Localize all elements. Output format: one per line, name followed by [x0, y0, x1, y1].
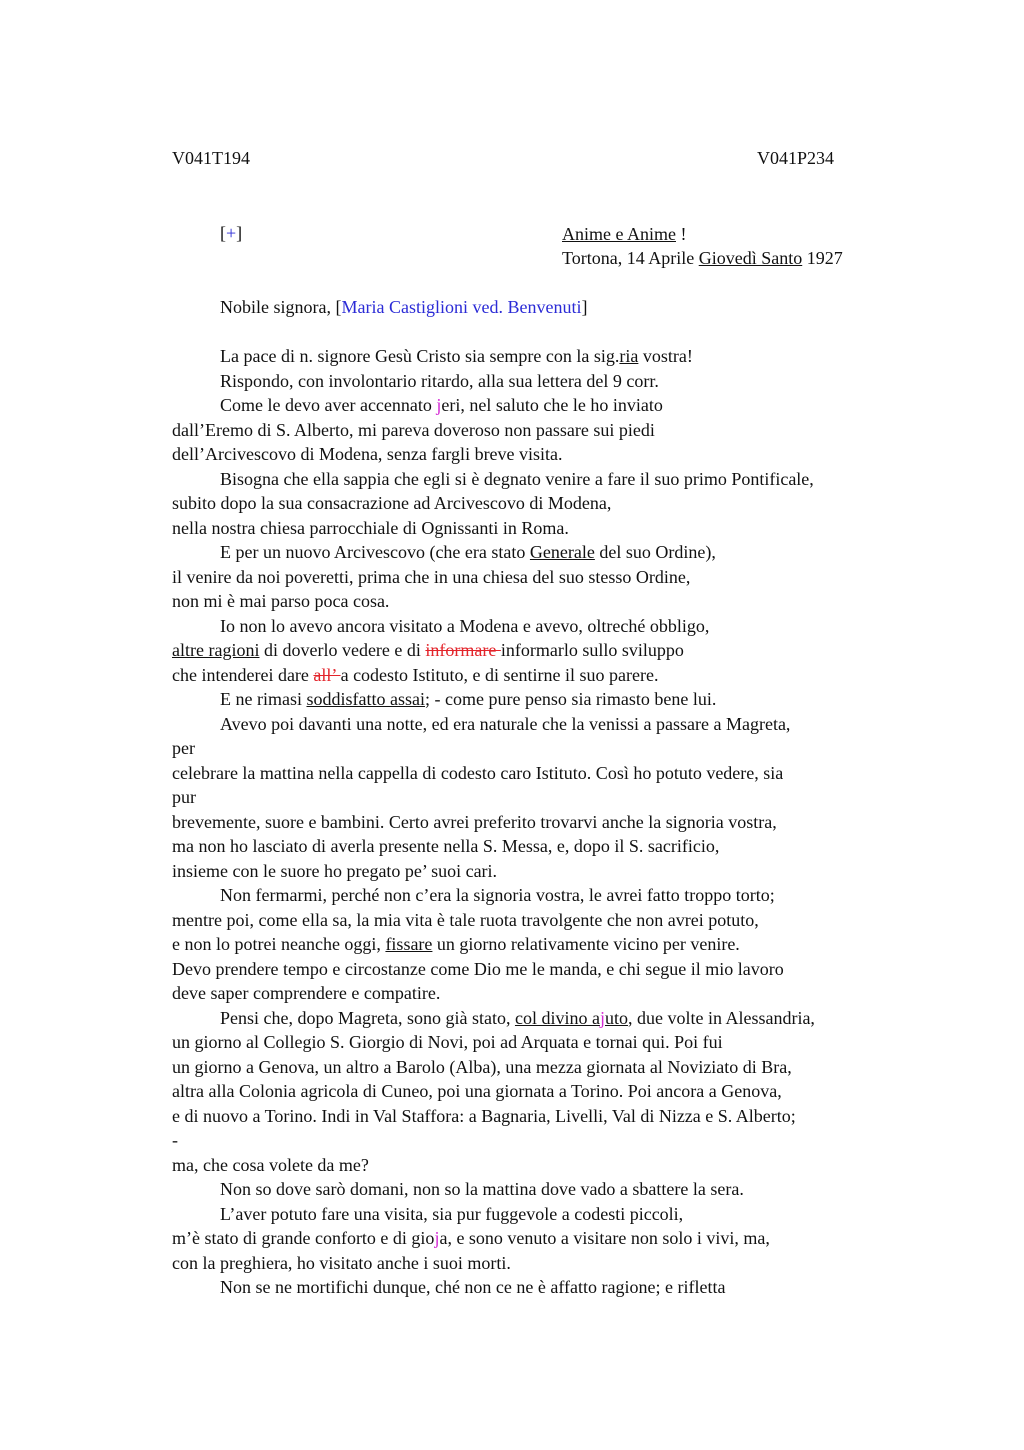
text-line: Non se ne mortifichi dunque, ché non ce ne è affatto ragione; e rifletta — [220, 1277, 726, 1297]
text-line: Devo prendere tempo e circostanze come Dio me le manda, e chi segue il mio lavoro — [172, 958, 784, 979]
text-line: ma non ho lasciato di averla presente nella S. Messa, e, dopo il S. sacrificio, — [172, 836, 720, 856]
deleted-text: all’ — [313, 664, 341, 685]
text-line: altra alla Colonia agricola di Cuneo, poi una giornata a Torino. Poi ancora a Genova, — [172, 1081, 782, 1101]
salutation: Nobile signora, [Maria Castiglioni ved. Benvenuti] — [220, 297, 588, 317]
text-line: insieme con le suore ho pregato pe’ suoi cari. — [172, 860, 498, 881]
text-line: per — [172, 738, 195, 758]
text-line: Non fermarmi, perché non c’era la signoria vostra, le avrei fatto troppo torto; — [220, 885, 775, 905]
text-line: La pace di n. signore Gesù Cristo sia sempre con la sig.ria vostra! — [220, 346, 693, 366]
deleted-text: informare — [425, 640, 501, 660]
text-line: celebrare la mattina nella cappella di codesto caro Istituto. Così ho potuto vedere, sia — [172, 762, 784, 783]
text-line: un giorno al Collegio S. Giorgio di Novi, poi ad Arquata e tornai qui. Poi fui — [172, 1032, 723, 1052]
text-line: dell’Arcivescovo di Modena, senza fargli breve visita. — [172, 444, 563, 464]
text-line: mentre poi, come ella sa, la mia vita è tale ruota travolgente che non avrei potuto, — [172, 909, 759, 930]
text-line: - — [172, 1130, 178, 1150]
recipient-link[interactable]: Maria Castiglioni ved. Benvenuti — [341, 297, 582, 317]
text-line: dall’Eremo di S. Alberto, mi pareva doveroso non passare sui piedi — [172, 419, 655, 440]
document-code-left: V041T194 — [172, 148, 250, 168]
text-line: un giorno a Genova, un altro a Barolo (Alba), una mezza giornata al Noviziato di Bra, — [172, 1056, 792, 1077]
expand-link[interactable]: + — [226, 223, 237, 243]
text-line: m’è stato di grande conforto e di gioja, e sono venuto a visitare non solo i vivi, ma, — [172, 1228, 770, 1248]
text-line: altre ragioni di doverlo vedere e di informare informarlo sullo sviluppo — [172, 640, 684, 660]
text-line: non mi è mai parso poca cosa. — [172, 591, 390, 611]
text-line: Come le devo aver accennato jeri, nel saluto che le ho inviato — [220, 395, 663, 415]
text-line: E ne rimasi soddisfatto assai; - come pure penso sia rimasto bene lui. — [220, 689, 717, 709]
text-line: il venire da noi poveretti, prima che in una chiesa del suo stesso Ordine, — [172, 566, 691, 587]
text-line: e non lo potrei neanche oggi, fissare un giorno relativamente vicino per venire. — [172, 934, 740, 954]
text-line: E per un nuovo Arcivescovo (che era stato Generale del suo Ordine), — [220, 542, 716, 562]
text-line: Bisogna che ella sappia che egli si è degnato venire a fare il suo primo Pontificale, — [220, 468, 814, 489]
text-line: Non so dove sarò domani, non so la mattina dove vado a sbattere la sera. — [220, 1179, 744, 1199]
text-line: che intenderei dare all’ a codesto Istituto, e di sentirne il suo parere. — [172, 664, 659, 685]
text-line: Io non lo avevo ancora visitato a Modena e avevo, oltreché obbligo, — [220, 615, 710, 636]
text-line: e di nuovo a Torino. Indi in Val Staffora: a Bagnaria, Livelli, Val di Nizza e S. Alberto; — [172, 1105, 796, 1126]
text-line: pur — [172, 787, 196, 807]
text-line: subito dopo la sua consacrazione ad Arcivescovo di Modena, — [172, 493, 612, 513]
text-line: L’aver potuto fare una visita, sia pur fuggevole a codesti piccoli, — [220, 1203, 684, 1224]
document-code-right: V041P234 — [757, 148, 835, 168]
text-line: nella nostra chiesa parrocchiale di Ognissanti in Roma. — [172, 517, 569, 538]
text-line: Avevo poi davanti una notte, ed era naturale che la venissi a passare a Magreta, — [220, 713, 791, 734]
dateline: Tortona, 14 Aprile Giovedì Santo 1927 — [562, 248, 843, 268]
text-line: Rispondo, con involontario ritardo, alla sua lettera del 9 corr. — [220, 370, 659, 391]
letter-title: Anime e Anime ! — [562, 224, 687, 244]
expand-note: [+] — [220, 223, 243, 243]
text-line: con la preghiera, ho visitato anche i suoi morti. — [172, 1252, 511, 1273]
text-line: deve saper comprendere e compatire. — [172, 983, 441, 1003]
text-line: brevemente, suore e bambini. Certo avrei preferito trovarvi anche la signoria vostra, — [172, 811, 777, 832]
title-block — [562, 222, 843, 270]
text-line: Pensi che, dopo Magreta, sono già stato, col divino ajuto, due volte in Alessandria, — [220, 1007, 815, 1028]
text-line: ma, che cosa volete da me? — [172, 1154, 369, 1175]
letter-body — [172, 295, 912, 1300]
